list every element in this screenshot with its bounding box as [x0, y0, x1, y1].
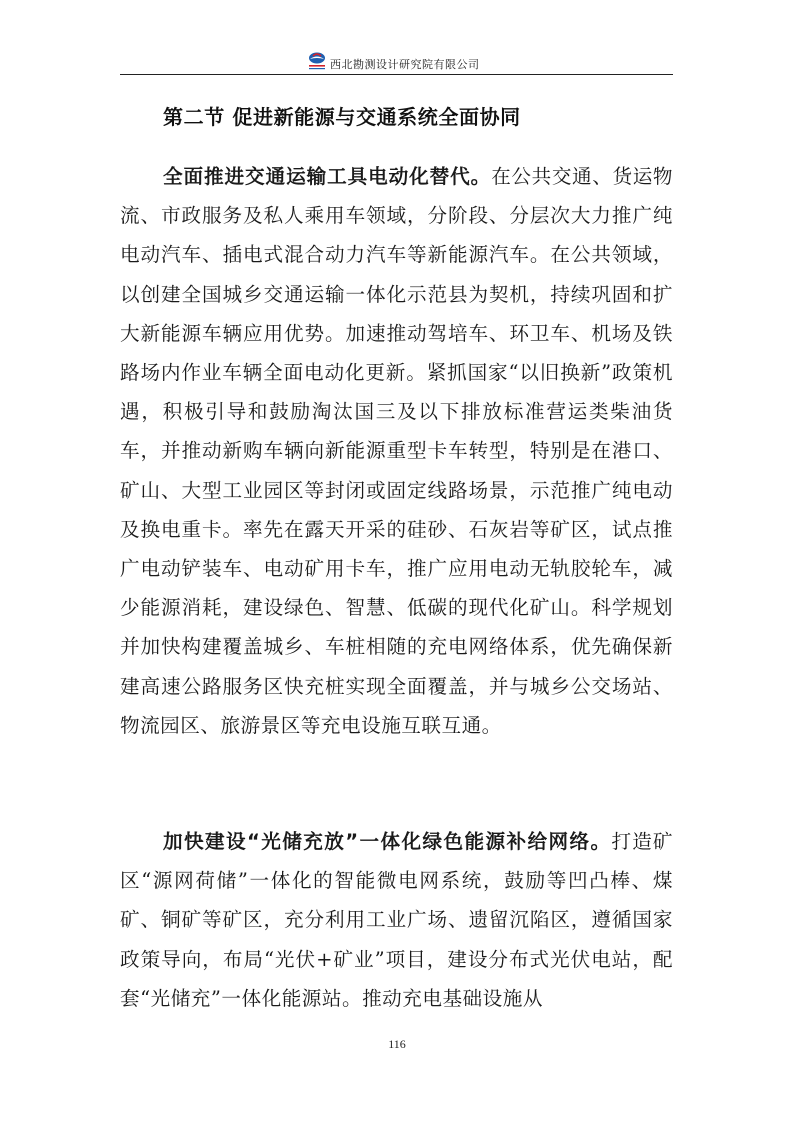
- paragraph-lead: 全面推进交通运输工具电动化替代。: [163, 165, 492, 188]
- page-number: 116: [388, 1037, 406, 1051]
- organization-logo-icon: [306, 50, 328, 72]
- paragraph: [120, 157, 673, 745]
- page-header: [120, 48, 673, 76]
- organization-name: 西北勘测设计研究院有限公司: [330, 58, 480, 71]
- paragraph-body: 打造矿区“源网荷储”一体化的智能微电网系统，鼓励等凹凸棒、煤矿、铜矿等矿区，充分利用工业广场、遗留沉陷区，遵循国家政策导向，布局“光伏+矿业”项目，建设分布式光伏电站，配套“光储充”一体化能源站。推动充电基础设施从: [120, 830, 674, 1010]
- paragraph-lead: 加快建设“光储充放”一体化绿色能源补给网络。: [163, 830, 612, 853]
- paragraph-body: 在公共交通、货运物流、市政服务及私人乘用车领域，分阶段、分层次大力推广纯电动汽车、插电式混合动力汽车等新能源汽车。在公共领域，以创建全国城乡交通运输一体化示范县为契机，持续巩固和扩大新能源车辆应用优势。加速推动驾培车、环卫车、机场及铁路场内作业车辆全面电动化更新。紧抓国家“以旧换新”政策机遇，积极引导和鼓励淘汰国三及以下排放标准营运类柴油货车，并推动新购车辆向新能源重型卡车转型，特别是在港口、矿山、大型工业园区等封闭或固定线路场景，示范推广纯电动及换电重卡。率先在露天开采的硅砂、石灰岩等矿区，试点推广电动铲装车、电动矿用卡车，推广应用电动无轨胶轮车，减少能源消耗，建设绿色、智慧、低碳的现代化矿山。科学规划并加快构建覆盖城乡、车桩相随的充电网络体系，优先确保新建高速公路服务区快充桩实现全面覆盖，并与城乡公交场站、物流园区、旅游景区等充电设施互联互通。: [120, 165, 673, 737]
- header-divider: [120, 74, 673, 75]
- paragraph: [120, 822, 673, 1018]
- section-title: 第二节 促进新能源与交通系统全面协同: [163, 105, 521, 129]
